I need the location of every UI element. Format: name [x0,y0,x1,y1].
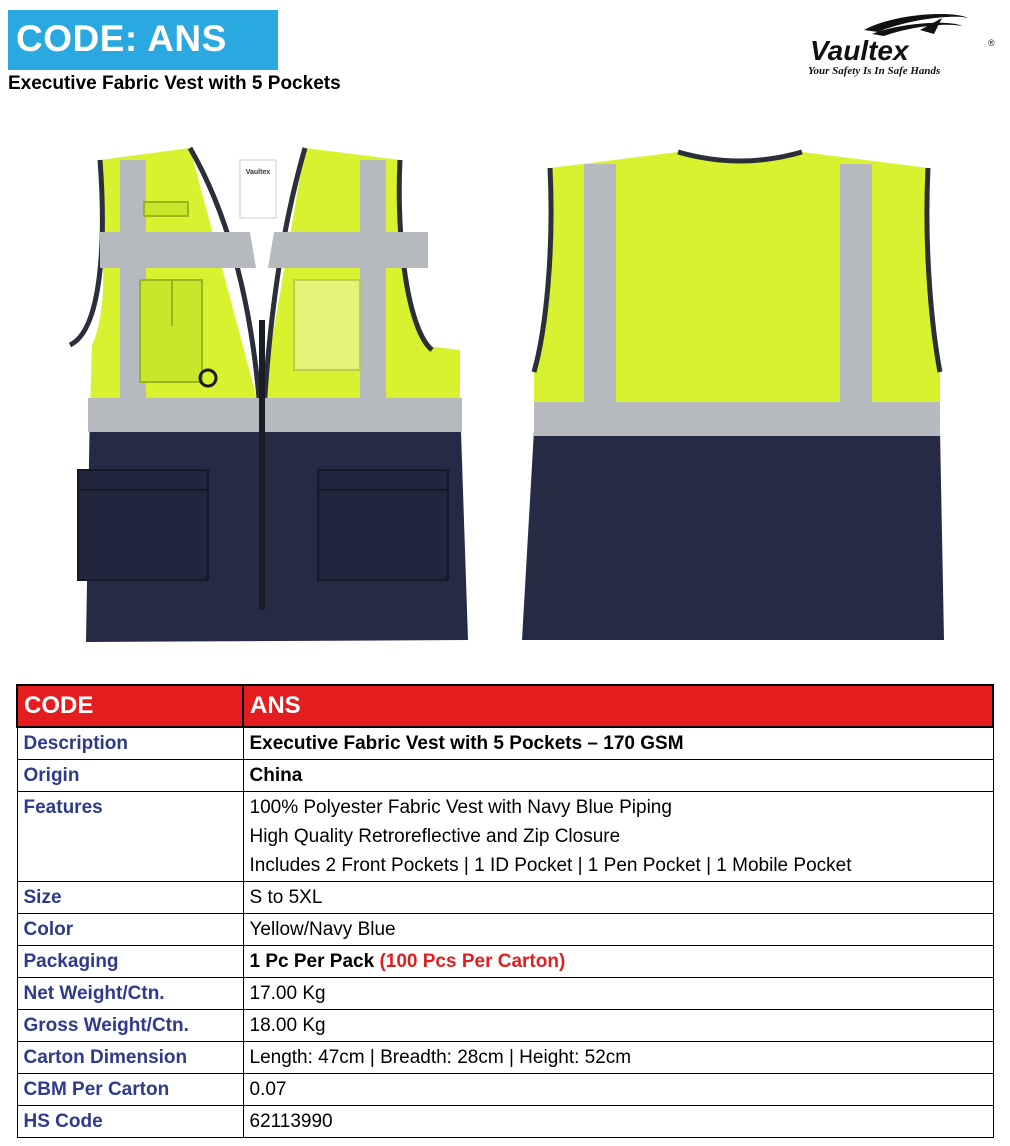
logo-tagline: Your Safety Is In Safe Hands [808,65,941,77]
vest-back-navy-body [522,430,944,640]
spec-row-features [17,792,993,882]
spec-row-description [17,727,993,760]
spec-value: Yellow/Navy Blue [243,914,993,946]
feature-line: Includes 2 Front Pockets | 1 ID Pocket | 1 Pen Pocket | 1 Mobile Pocket [249,855,852,876]
spec-row-origin [17,760,993,792]
spec-label: Packaging [17,946,243,978]
vest-back-image [520,140,950,652]
logo-brand-text: Vaultex [810,35,909,66]
spec-label: Carton Dimension [17,1042,243,1074]
spec-label: Color [17,914,243,946]
feature-line: 100% Polyester Fabric Vest with Navy Blue Piping [249,797,672,818]
product-subtitle: Executive Fabric Vest with 5 Pockets [8,73,341,94]
spec-header-row [17,685,993,727]
spec-label: Description [17,727,243,760]
logo-registered-mark: ® [988,38,995,48]
spec-label: Gross Weight/Ctn. [17,1010,243,1042]
spec-value: China [243,760,993,792]
spec-row-size [17,882,993,914]
spec-row-cbm [17,1074,993,1106]
spec-header-label: CODE [17,685,243,727]
spec-label: Size [17,882,243,914]
spec-header-value: ANS [243,685,993,727]
spec-row-packaging [17,946,993,978]
spec-value: 62113990 [243,1106,993,1138]
spec-table [16,684,994,1138]
spec-value: 17.00 Kg [243,978,993,1010]
spec-value [243,792,993,882]
vaultex-logo [802,8,1002,80]
spec-value: Executive Fabric Vest with 5 Pockets – 170 GSM [243,727,993,760]
vest-front-image [60,140,490,652]
feature-line: High Quality Retroreflective and Zip Closure [249,826,621,847]
spec-value: S to 5XL [243,882,993,914]
spec-value: Length: 47cm | Breadth: 28cm | Height: 52cm [243,1042,993,1074]
spec-label: CBM Per Carton [17,1074,243,1106]
vest-label-tag-text: Vaultex [245,169,271,176]
spec-label: Net Weight/Ctn. [17,978,243,1010]
packaging-carton-note: (100 Pcs Per Carton) [379,951,566,972]
spec-label: HS Code [17,1106,243,1138]
packaging-value: 1 Pc Per Pack [249,951,375,972]
product-code-badge: CODE: ANS [8,10,278,70]
spec-row-carton-dimension [17,1042,993,1074]
spec-value: 0.07 [243,1074,993,1106]
spec-row-hs-code [17,1106,993,1138]
spec-value [243,946,993,978]
spec-label: Origin [17,760,243,792]
spec-row-color [17,914,993,946]
spec-value: 18.00 Kg [243,1010,993,1042]
spec-label: Features [17,792,243,882]
spec-row-gross-weight [17,1010,993,1042]
spec-row-net-weight [17,978,993,1010]
